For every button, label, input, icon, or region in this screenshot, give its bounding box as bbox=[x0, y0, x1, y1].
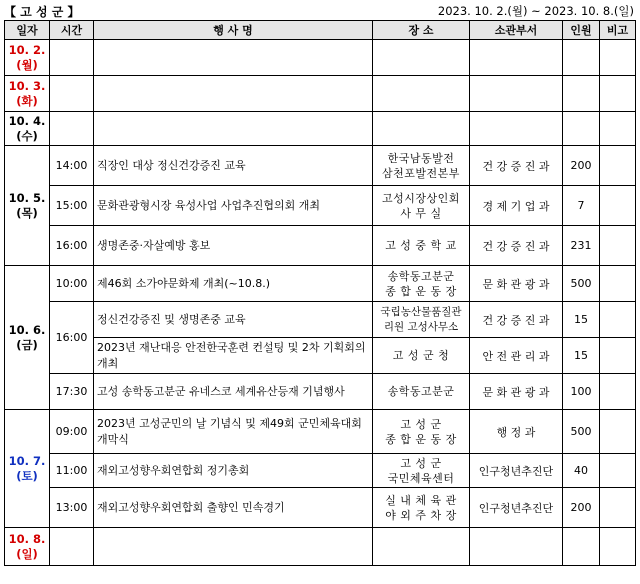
table-header-row bbox=[5, 21, 636, 40]
dept-cell: 건 강 증 진 과 bbox=[470, 302, 563, 338]
time-cell: 13:00 bbox=[50, 488, 94, 528]
time-cell: 16:00 bbox=[50, 302, 94, 374]
time-cell: 17:30 bbox=[50, 374, 94, 410]
time-cell: 16:00 bbox=[50, 226, 94, 266]
people-cell: 40 bbox=[563, 454, 600, 488]
date-cell: 10. 8. (일) bbox=[5, 528, 50, 566]
table-row bbox=[5, 146, 636, 186]
people-cell: 200 bbox=[563, 146, 600, 186]
col-event-header: 행 사 명 bbox=[94, 21, 373, 40]
people-cell: 500 bbox=[563, 266, 600, 302]
time-cell: 15:00 bbox=[50, 186, 94, 226]
place-cell: 고 성 군 종 합 운 동 장 bbox=[373, 410, 470, 454]
people-cell: 15 bbox=[563, 338, 600, 374]
place-cell: 고 성 군 청 bbox=[373, 338, 470, 374]
dept-cell: 인구청년추진단 bbox=[470, 454, 563, 488]
event-cell: 정신건강증진 및 생명존중 교육 bbox=[94, 302, 373, 338]
time-cell: 09:00 bbox=[50, 410, 94, 454]
event-cell: 생명존중·자살예방 홍보 bbox=[94, 226, 373, 266]
people-cell: 500 bbox=[563, 410, 600, 454]
event-cell: 직장인 대상 정신건강증진 교육 bbox=[94, 146, 373, 186]
place-cell: 송학동고분군 종 합 운 동 장 bbox=[373, 266, 470, 302]
dept-cell: 안 전 관 리 과 bbox=[470, 338, 563, 374]
event-cell: 문화관광형시장 육성사업 사업추진협의회 개최 bbox=[94, 186, 373, 226]
col-people-header: 인원 bbox=[563, 21, 600, 40]
table-row bbox=[5, 76, 636, 112]
col-dept-header: 소관부서 bbox=[470, 21, 563, 40]
dept-cell: 건 강 증 진 과 bbox=[470, 226, 563, 266]
place-cell: 송학동고분군 bbox=[373, 374, 470, 410]
dept-cell: 문 화 관 광 과 bbox=[470, 374, 563, 410]
time-cell: 10:00 bbox=[50, 266, 94, 302]
people-cell: 231 bbox=[563, 226, 600, 266]
event-cell: 제46회 소가야문화제 개최(~10.8.) bbox=[94, 266, 373, 302]
date-cell: 10. 5. (목) bbox=[5, 146, 50, 266]
dept-cell: 경 제 기 업 과 bbox=[470, 186, 563, 226]
col-place-header: 장 소 bbox=[373, 21, 470, 40]
col-note-header: 비고 bbox=[600, 21, 636, 40]
schedule-table bbox=[4, 20, 636, 566]
table-row bbox=[5, 112, 636, 146]
col-time-header: 시간 bbox=[50, 21, 94, 40]
place-cell: 고성시장상인회 사 무 실 bbox=[373, 186, 470, 226]
table-row bbox=[5, 302, 636, 338]
table-row bbox=[5, 266, 636, 302]
table-row bbox=[5, 488, 636, 528]
date-cell: 10. 2. (월) bbox=[5, 40, 50, 76]
table-row bbox=[5, 410, 636, 454]
time-cell: 11:00 bbox=[50, 454, 94, 488]
dept-cell: 문 화 관 광 과 bbox=[470, 266, 563, 302]
table-row bbox=[5, 226, 636, 266]
people-cell: 15 bbox=[563, 302, 600, 338]
dept-cell: 행 정 과 bbox=[470, 410, 563, 454]
schedule-header bbox=[0, 0, 640, 20]
table-row bbox=[5, 40, 636, 76]
schedule-period: 2023. 10. 2.(월) ~ 2023. 10. 8.(일) bbox=[437, 4, 634, 18]
people-cell: 100 bbox=[563, 374, 600, 410]
place-cell: 고 성 군 국민체육센터 bbox=[373, 454, 470, 488]
date-cell: 10. 4. (수) bbox=[5, 112, 50, 146]
table-row bbox=[5, 454, 636, 488]
date-cell: 10. 7. (토) bbox=[5, 410, 50, 528]
place-cell: 실 내 체 육 관 야 외 주 차 장 bbox=[373, 488, 470, 528]
time-cell: 14:00 bbox=[50, 146, 94, 186]
event-cell: 재외고성향우회연합회 정기총회 bbox=[94, 454, 373, 488]
event-cell: 고성 송학동고분군 유네스코 세계유산등재 기념행사 bbox=[94, 374, 373, 410]
place-cell: 국립농산물품질관 리원 고성사무소 bbox=[373, 302, 470, 338]
event-cell: 재외고성향우회연합회 출향인 민속경기 bbox=[94, 488, 373, 528]
dept-cell: 건 강 증 진 과 bbox=[470, 146, 563, 186]
place-cell: 고 성 중 학 교 bbox=[373, 226, 470, 266]
table-row bbox=[5, 374, 636, 410]
event-cell: 2023년 고성군민의 날 기념식 및 제49회 군민체육대회 개막식 bbox=[94, 410, 373, 454]
event-cell: 2023년 재난대응 안전한국훈련 컨설팅 및 2차 기획회의 개최 bbox=[94, 338, 373, 374]
place-cell: 한국남동발전 삼천포발전본부 bbox=[373, 146, 470, 186]
people-cell: 200 bbox=[563, 488, 600, 528]
table-row bbox=[5, 338, 636, 374]
date-cell: 10. 3. (화) bbox=[5, 76, 50, 112]
people-cell: 7 bbox=[563, 186, 600, 226]
date-cell: 10. 6. (금) bbox=[5, 266, 50, 410]
table-row bbox=[5, 528, 636, 566]
col-date-header: 일자 bbox=[5, 21, 50, 40]
table-row bbox=[5, 186, 636, 226]
county-title: 【 고 성 군 】 bbox=[4, 5, 80, 19]
dept-cell: 인구청년추진단 bbox=[470, 488, 563, 528]
